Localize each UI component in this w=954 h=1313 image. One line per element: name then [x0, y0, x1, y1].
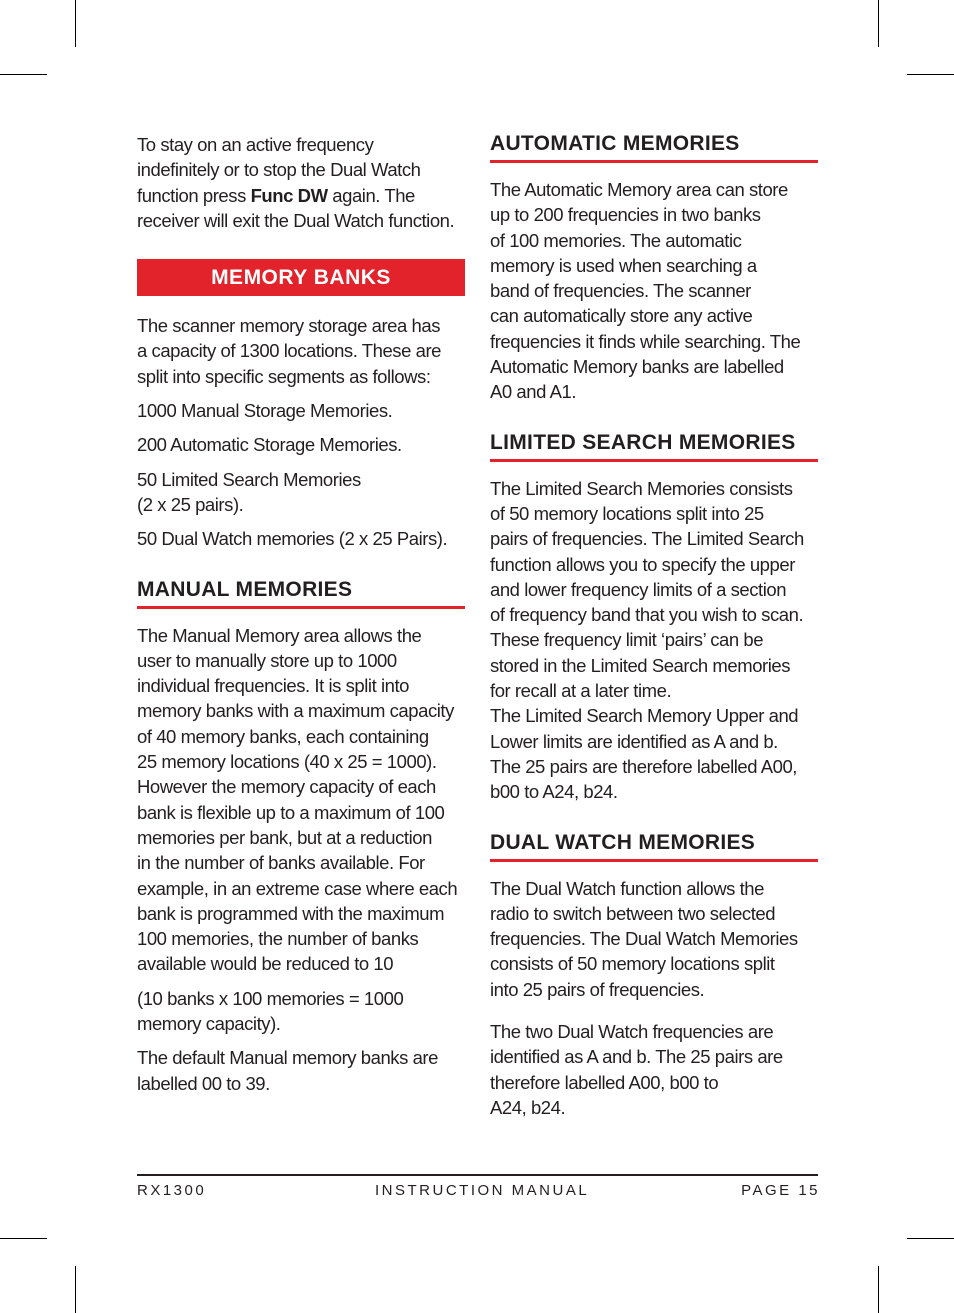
text-line: up to 200 frequencies in two banks [490, 204, 761, 226]
text-line [137, 183, 465, 208]
text-line: of 100 memories. The automatic [490, 229, 742, 251]
text-line: frequencies it finds while searching. The [490, 330, 801, 352]
text-line: The Manual Memory area allows the [137, 624, 422, 646]
text-line: The scanner memory storage area has [137, 315, 441, 337]
footer-rule [137, 1174, 818, 1176]
text-line: The default Manual memory banks are [137, 1047, 438, 1069]
text-line: A24, b24. [490, 1096, 566, 1118]
text-line: consists of 50 memory locations split [490, 953, 775, 975]
text-line: The 25 pairs are therefore labelled A00, [490, 755, 797, 777]
text-line: available would be reduced to 10 [137, 953, 394, 975]
text-line: However the memory capacity of each [137, 776, 436, 798]
text-line: The two Dual Watch frequencies are [490, 1021, 774, 1043]
text-line: 200 Automatic Storage Memories. [137, 434, 402, 456]
text-line: The Limited Search Memory Upper and [490, 705, 799, 727]
text-line: 25 memory locations (40 x 25 = 1000). [137, 751, 437, 773]
list-item [137, 432, 465, 457]
text-line: bank is programmed with the maximum [137, 902, 445, 924]
automatic-memories-heading: AUTOMATIC MEMORIES [490, 132, 818, 163]
limited-search-heading: LIMITED SEARCH MEMORIES [490, 431, 818, 462]
intro-paragraph [137, 132, 465, 233]
func-dw-key: Func DW [250, 184, 328, 206]
text-line: The Limited Search Memories consists [490, 477, 793, 499]
manual-memories-heading: MANUAL MEMORIES [137, 578, 465, 609]
text-line: Automatic Memory banks are labelled [490, 356, 784, 378]
text-line: 1000 Manual Storage Memories. [137, 400, 393, 422]
text-line: b00 to A24, b24. [490, 781, 618, 803]
text-line: frequencies. The Dual Watch Memories [490, 928, 798, 950]
text-line: memories per bank, but at a reduction [137, 826, 432, 848]
automatic-memories-paragraph [490, 177, 818, 405]
text-line: user to manually store up to 1000 [137, 649, 397, 671]
dual-watch-heading: DUAL WATCH MEMORIES [490, 831, 818, 862]
text-fragment: again. The [327, 184, 415, 206]
crop-mark [878, 0, 879, 47]
left-column [137, 132, 465, 1105]
footer-model: RX1300 [137, 1182, 207, 1199]
text-line: a capacity of 1300 locations. These are [137, 340, 442, 362]
text-line: These frequency limit ‘pairs’ can be [490, 629, 764, 651]
list-item [137, 398, 465, 423]
crop-mark [0, 1238, 47, 1239]
text-line: therefore labelled A00, b00 to [490, 1071, 719, 1093]
text-line: memory banks with a maximum capacity [137, 700, 454, 722]
text-line: function allows you to specify the upper [490, 553, 795, 575]
manual-note-paragraph [137, 986, 465, 1037]
footer-page-number: PAGE 15 [741, 1182, 820, 1199]
text-line: 50 Limited Search Memories [137, 468, 361, 490]
text-line: of 50 memory locations split into 25 [490, 502, 764, 524]
crop-mark [0, 74, 47, 75]
text-line: band of frequencies. The scanner [490, 280, 751, 302]
text-line: (2 x 25 pairs). [137, 493, 244, 515]
crop-mark [878, 1266, 879, 1313]
footer-title: INSTRUCTION MANUAL [375, 1182, 590, 1199]
text-line: in the number of banks available. For [137, 852, 425, 874]
text-line: Lower limits are identified as A and b. [490, 730, 778, 752]
text-line: 50 Dual Watch memories (2 x 25 Pairs). [137, 528, 448, 550]
text-line: split into specific segments as follows: [137, 365, 431, 387]
memory-banks-paragraph [137, 313, 465, 389]
list-item [137, 467, 465, 518]
text-line: (10 banks x 100 memories = 1000 [137, 987, 404, 1009]
text-line: 100 memories, the number of banks [137, 928, 419, 950]
text-line: bank is flexible up to a maximum of 100 [137, 801, 445, 823]
memory-banks-banner: MEMORY BANKS [137, 259, 465, 296]
right-column [490, 132, 818, 1129]
text-fragment: function press [137, 184, 251, 206]
manual-memories-paragraph [137, 623, 465, 977]
text-line: stored in the Limited Search memories [490, 654, 791, 676]
text-line: and lower frequency limits of a section [490, 578, 787, 600]
dual-watch-paragraph-2 [490, 1019, 818, 1120]
crop-mark [907, 74, 954, 75]
text-line: A0 and A1. [490, 381, 577, 403]
text-line: individual frequencies. It is split into [137, 675, 409, 697]
text-line: identified as A and b. The 25 pairs are [490, 1046, 783, 1068]
crop-mark [75, 1266, 76, 1313]
text-line: example, in an extreme case where each [137, 877, 458, 899]
text-line: of 40 memory banks, each containing [137, 725, 429, 747]
text-line: can automatically store any active [490, 305, 753, 327]
crop-mark [75, 0, 76, 47]
text-line: memory is used when searching a [490, 254, 757, 276]
text-line: for recall at a later time. [490, 680, 672, 702]
manual-default-paragraph [137, 1045, 465, 1096]
crop-mark [907, 1238, 954, 1239]
text-line: The Automatic Memory area can store [490, 179, 788, 200]
text-line: labelled 00 to 39. [137, 1072, 270, 1094]
list-item [137, 526, 465, 551]
text-line: receiver will exit the Dual Watch function. [137, 209, 455, 231]
text-line: into 25 pairs of frequencies. [490, 978, 705, 1000]
text-line: indefinitely or to stop the Dual Watch [137, 159, 421, 181]
text-line: of frequency band that you wish to scan. [490, 604, 804, 626]
text-line: To stay on an active frequency [137, 134, 374, 155]
dual-watch-paragraph [490, 876, 818, 1002]
text-line: The Dual Watch function allows the [490, 877, 764, 899]
text-line: radio to switch between two selected [490, 902, 776, 924]
text-line: memory capacity). [137, 1013, 281, 1035]
text-line: pairs of frequencies. The Limited Search [490, 528, 804, 550]
limited-search-paragraph [490, 476, 818, 805]
